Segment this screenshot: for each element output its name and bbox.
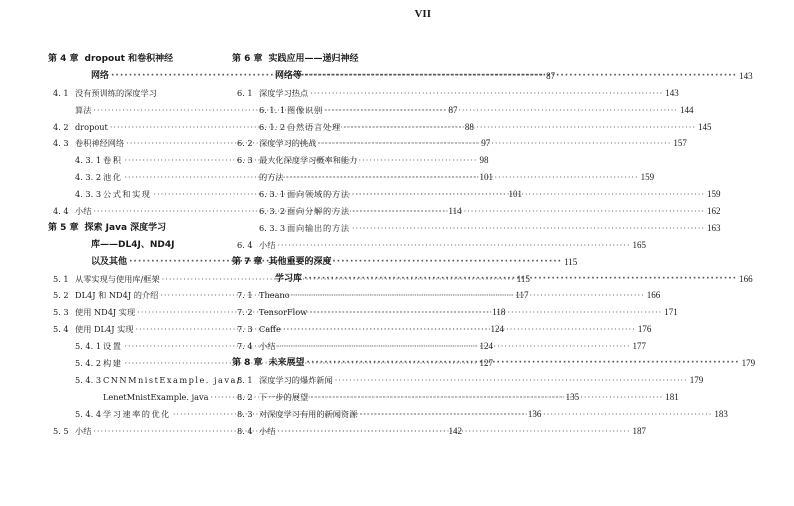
toc-chapter-entry <box>232 257 402 274</box>
toc-entry-title: 使用 DL4J 实现 <box>75 324 134 335</box>
toc-page-number: 124 <box>479 341 493 352</box>
toc-section-entry <box>232 87 679 105</box>
toc-page-number: 101 <box>479 172 493 183</box>
toc-entry-title: 以及其他 <box>91 256 128 267</box>
toc-entry-number: 6. 1 <box>237 87 253 98</box>
toc-entry-number: 5. 4. 2 <box>75 358 102 369</box>
toc-dot-leader <box>359 409 712 419</box>
toc-page-number: 162 <box>706 206 721 217</box>
toc-entry-number: 7. 1 <box>237 290 253 301</box>
toc-entry-number: 8. 4 <box>237 425 253 436</box>
toc-page-number: 101 <box>508 189 523 200</box>
toc-entry-title: LenetMnistExample. java <box>103 391 209 402</box>
toc-entry-title: 设置 <box>103 341 123 352</box>
toc-entry-title: 面向领域的方法 <box>287 189 350 200</box>
toc-page-number: 179 <box>741 358 756 369</box>
toc-dot-leader <box>277 426 630 436</box>
toc-entry-number: 6. 3. 2 <box>259 206 286 217</box>
toc-entry-title: 图像识别 <box>287 104 323 115</box>
toc-entry-title: 公式和实现 <box>103 189 152 200</box>
toc-page-number: 98 <box>479 155 489 166</box>
toc-page-number: 159 <box>640 172 655 183</box>
toc-entry-number: 4. 1 <box>53 87 69 98</box>
toc-entry-title: 学习速率的优化 <box>103 408 171 419</box>
toc-entry-number: 6. 1. 1 <box>259 104 286 115</box>
toc-page-number: 115 <box>516 273 530 284</box>
toc-dot-leader <box>309 307 662 317</box>
toc-entry-title: 的方法 <box>259 172 284 183</box>
toc-entry-number: 6. 3 <box>237 155 253 166</box>
toc-entry-number: 4. 2 <box>53 121 69 132</box>
toc-entry-title: 深度学习的挑战 <box>259 138 317 149</box>
toc-page-number: 142 <box>448 425 462 436</box>
toc-entry-title: 池化 <box>103 172 123 183</box>
toc-page-number: 135 <box>565 391 580 402</box>
toc-page-number: 181 <box>665 391 679 402</box>
toc-page-number: 166 <box>739 273 753 284</box>
toc-page-number: 145 <box>698 121 712 132</box>
toc-entry-title: 实践应用——递归神经 <box>268 54 359 64</box>
toc-entry-title: dropout <box>75 121 108 132</box>
toc-entry-title: CNNMnistExample. java/ <box>103 374 242 385</box>
toc-page-number: 187 <box>632 425 646 436</box>
toc-entry-title: 使用 ND4J 实现 <box>75 307 136 318</box>
toc-entry-title: 构建 <box>103 358 123 369</box>
toc-page-number: 171 <box>664 307 678 318</box>
toc-page-number: 114 <box>448 206 462 217</box>
toc-page-number: 97 <box>481 138 491 149</box>
toc-section-entry <box>48 88 218 105</box>
toc-dot-leader <box>283 324 636 334</box>
toc-dot-leader <box>310 392 663 402</box>
toc-entry-number: 6. 3. 3 <box>259 222 286 233</box>
toc-page-number: 144 <box>680 104 694 115</box>
toc-dot-leader <box>277 240 630 250</box>
toc-page-number: 118 <box>492 307 506 318</box>
toc-entry-title: 下一步的展望 <box>259 391 309 402</box>
toc-entry-number: 5. 4. 4 <box>75 408 102 419</box>
toc-page-number: 124 <box>490 324 505 335</box>
toc-dot-leader <box>325 105 678 115</box>
toc-dot-leader <box>343 122 696 132</box>
toc-entry-title: TensorFlow <box>259 307 308 318</box>
toc-page-number: 179 <box>689 374 704 385</box>
toc-entry-title: 自然语言处理 <box>287 121 341 132</box>
toc-entry-title: 小结 <box>259 239 276 250</box>
toc-page-number: 163 <box>706 222 721 233</box>
toc-entry-title: 库——DL4J、ND4J <box>91 239 175 250</box>
toc-page-number: 115 <box>564 256 578 267</box>
toc-entry-title: 算法 <box>75 104 92 115</box>
toc-entry-number: 4. 4 <box>53 206 69 217</box>
toc-entry-number: 第 8 章 <box>232 358 263 369</box>
toc-page-number: 87 <box>546 70 556 81</box>
toc-entry-number: 7. 4 <box>237 341 253 352</box>
toc-entry-title: 小结 <box>75 206 92 217</box>
toc-entry-number: 8. 1 <box>237 374 253 385</box>
toc-page-number: 143 <box>665 87 679 98</box>
toc-entry-number: 6. 1. 2 <box>259 121 286 132</box>
toc-dot-leader <box>352 223 705 233</box>
toc-entry-title: 深度学习的爆炸新闻 <box>259 374 333 385</box>
toc-entry-title: 面向分解的方法 <box>287 206 350 217</box>
toc-entry-title: 深度学习热点 <box>259 87 309 98</box>
toc-page-number: 136 <box>527 408 542 419</box>
toc-entry-title: 其他重要的深度 <box>268 256 332 267</box>
toc-entry-number: 5. 4. 1 <box>75 341 102 352</box>
toc-entry-number: 4. 3. 3 <box>75 189 102 200</box>
toc-entry-number: 6. 4 <box>237 239 253 250</box>
toc-page-number: 183 <box>714 408 728 419</box>
toc-chapter-entry <box>48 240 218 257</box>
toc-dot-leader <box>318 138 671 148</box>
toc-entry-number: 7. 3 <box>237 324 253 335</box>
toc-dot-leader <box>307 358 740 368</box>
toc-entry-title: 面向输出的方法 <box>287 222 350 233</box>
toc-page-number: 166 <box>646 290 661 301</box>
toc-page-number: 88 <box>464 121 474 132</box>
toc-entry-title: dropout 和卷积神经 <box>84 54 174 64</box>
toc-dot-leader <box>352 206 705 216</box>
toc-page-number: 159 <box>706 189 721 200</box>
toc-entry-number: 4. 3. 2 <box>75 172 102 183</box>
toc-dot-leader <box>352 189 705 199</box>
toc-page-number: 176 <box>637 324 652 335</box>
toc-page-number: 165 <box>632 239 646 250</box>
toc-entry-number: 4. 3 <box>53 138 69 149</box>
toc-entry-title: 卷积 <box>103 155 123 166</box>
toc-entry-number: 8. 3 <box>237 408 253 419</box>
toc-entry-number: 5. 3 <box>53 307 69 318</box>
toc-entry-title: 没有预训练的深度学习 <box>75 87 157 98</box>
toc-entry-title: 网络等 <box>275 70 303 81</box>
toc-entry-title: DL4J 和 ND4J 的介绍 <box>75 290 159 301</box>
toc-section-entry <box>232 374 704 392</box>
toc-entry-title: 网络 <box>91 70 110 81</box>
toc-entry-number: 7. 2 <box>237 307 253 318</box>
toc-dot-leader <box>304 71 737 81</box>
toc-entry-number: 4. 3. 1 <box>75 155 102 166</box>
toc-entry-title: 卷积神经网络 <box>75 138 125 149</box>
toc-entry-title: 小结 <box>75 425 92 436</box>
toc-entry-number: 5. 5 <box>53 425 69 436</box>
toc-entry-number: 5. 4. 3 <box>75 374 102 385</box>
toc-section-entry <box>232 239 646 257</box>
toc-page-number: 117 <box>515 290 529 301</box>
toc-entry-title: Theano <box>259 290 290 301</box>
toc-page-number: 177 <box>632 341 646 352</box>
toc-dot-leader <box>304 274 737 284</box>
toc-entry-title: Caffe <box>259 324 281 335</box>
toc-dot-leader <box>277 341 630 351</box>
toc-entry-number: 5. 1 <box>53 273 69 284</box>
page-number: VII <box>414 8 431 20</box>
toc-dot-leader <box>286 172 639 182</box>
toc-entry-number: 6. 2 <box>237 138 253 149</box>
toc-entry-number: 8. 2 <box>237 391 253 402</box>
toc-entry-title: 最大化深度学习概率和能力 <box>259 155 358 166</box>
toc-entry-title: 对深度学习有用的新闻资源 <box>259 408 358 419</box>
toc-entry-title: 从零实现与使用库/框架 <box>75 273 160 284</box>
toc-page-number: 143 <box>739 70 753 81</box>
toc-entry-number: 第 4 章 <box>48 54 79 64</box>
toc-entry-number: 6. 3. 1 <box>259 189 286 200</box>
toc-page-number: 127 <box>479 358 493 369</box>
toc-section-entry <box>232 155 402 172</box>
toc-entry-number: 第 5 章 <box>48 222 79 233</box>
toc-dot-leader <box>335 375 688 385</box>
toc-chapter-entry <box>48 54 218 71</box>
toc-chapter-entry <box>232 54 402 71</box>
toc-page-number: 157 <box>673 138 687 149</box>
toc-dot-leader <box>310 88 663 98</box>
toc-dot-leader <box>292 290 645 300</box>
toc-entry-title: 学习库 <box>275 273 303 284</box>
toc-entry-title: 探索 Java 深度学习 <box>84 222 167 233</box>
toc-entry-number: 5. 4 <box>53 324 69 335</box>
toc-section-entry <box>232 222 721 240</box>
toc-section-entry <box>48 374 242 392</box>
toc-entry-title: 未来展望 <box>268 358 305 369</box>
toc-entry-number: 第 7 章 <box>232 256 263 267</box>
toc-chapter-entry <box>48 223 218 240</box>
toc-entry-number: 第 6 章 <box>232 54 263 64</box>
toc-entry-title: 小结 <box>259 425 276 436</box>
toc-entry-number: 5. 2 <box>53 290 69 301</box>
toc-entry-title: 小结 <box>259 341 276 352</box>
toc-page-number: 87 <box>448 104 458 115</box>
